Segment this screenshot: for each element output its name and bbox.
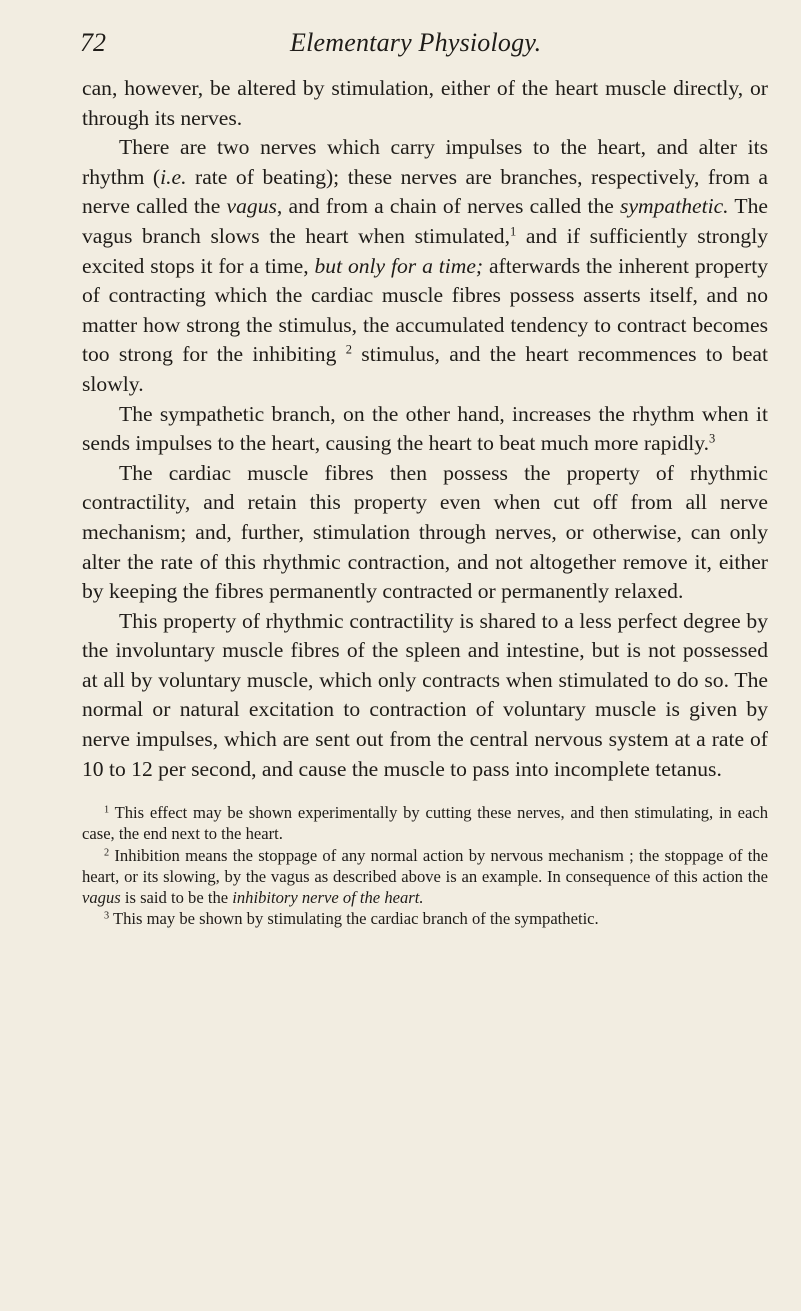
footnote-mark-3: 3 bbox=[104, 910, 110, 922]
footnote-2: $^2$ Inhibition means the stoppage of any normal action by nervous mechanism ; the stoppage of the heart, or its slowing, by the vagus as described above is an example. In consequence of this action the vagus is said to be the inhibitory nerve of the heart. bbox=[82, 845, 768, 908]
paragraph-1: can, however, be altered by stimulation, either of the heart muscle directly, or through its nerves. bbox=[82, 76, 768, 130]
footnote-ref-2: 2 bbox=[345, 342, 352, 357]
footnotes bbox=[82, 802, 768, 929]
body-text bbox=[82, 74, 768, 784]
paragraph-2: There are two nerves which carry impulses to the heart, and alter its rhythm (i.e. rate of beating); these nerves are branches, respectively, from a nerve called the vagus, and from a chain of nerves called the sympathetic. The vagus branch slows the heart when stimulated,$^1$ and if sufficiently strongly excited stops it for a time, but only for a time; afterwards the inherent property of contracting which the cardiac muscle fibres possess asserts itself, and no matter how strong the stimulus, the accumulated tendency to contract becomes too strong for the inhibiting $^2$ stimulus, and the heart recommences to beat slowly. bbox=[82, 135, 768, 396]
emphasis-phrase: but only for a time; bbox=[314, 253, 484, 278]
running-title: Elementary Physiology. bbox=[290, 28, 542, 57]
footnote-1: $^1$ This effect may be shown experimentally by cutting these nerves, and then stimulating, in each case, the end next to the heart. bbox=[82, 803, 768, 844]
page-number: 72 bbox=[80, 28, 106, 57]
vagus-term: vagus bbox=[226, 194, 277, 219]
paragraph-3: The sympathetic branch, on the other hand, increases the rhythm when it sends impulses to the heart, causing the heart to beat much more rapidly.$^3$ bbox=[82, 401, 768, 456]
footnote-ref-1: 1 bbox=[509, 224, 517, 239]
footnote-ref-3: 3 bbox=[709, 431, 716, 446]
footnote-mark-2: 2 bbox=[104, 847, 110, 858]
paragraph-4: The cardiac muscle fibres then possess the property of rhythmic contractility, and retain this property even when cut off from all nerve mechanism; and, further, stimulation through nerves, or otherwise, can only alter the rate of this rhythmic contraction, and not altogether remove it, either by keeping the fibres permanently contracted or permanently relaxed. bbox=[82, 460, 768, 604]
footnote-3: $^3$ This may be shown by stimulating the cardiac branch of the sympathetic. bbox=[104, 909, 599, 929]
page-header bbox=[82, 28, 768, 58]
book-page bbox=[82, 28, 768, 929]
footnote-inhibitory-term: inhibitory nerve of the heart. bbox=[232, 888, 424, 908]
ie-abbreviation: i.e. bbox=[160, 164, 187, 189]
footnote-vagus-term: vagus bbox=[82, 888, 121, 908]
paragraph-5: This property of rhythmic contractility is shared to a less perfect degree by the involuntary muscle fibres of the spleen and intestine, but is not possessed at all by voluntary muscle, which only contracts when stimulated to do so. The normal or natural excitation to contraction of voluntary muscle is given by nerve impulses, which are sent out from the central nervous system at a rate of 10 to 12 per second, and cause the muscle to pass into incomplete tetanus. bbox=[82, 608, 768, 781]
sympathetic-term: sympathetic. bbox=[620, 194, 729, 219]
footnote-mark-1: 1 bbox=[104, 804, 110, 816]
